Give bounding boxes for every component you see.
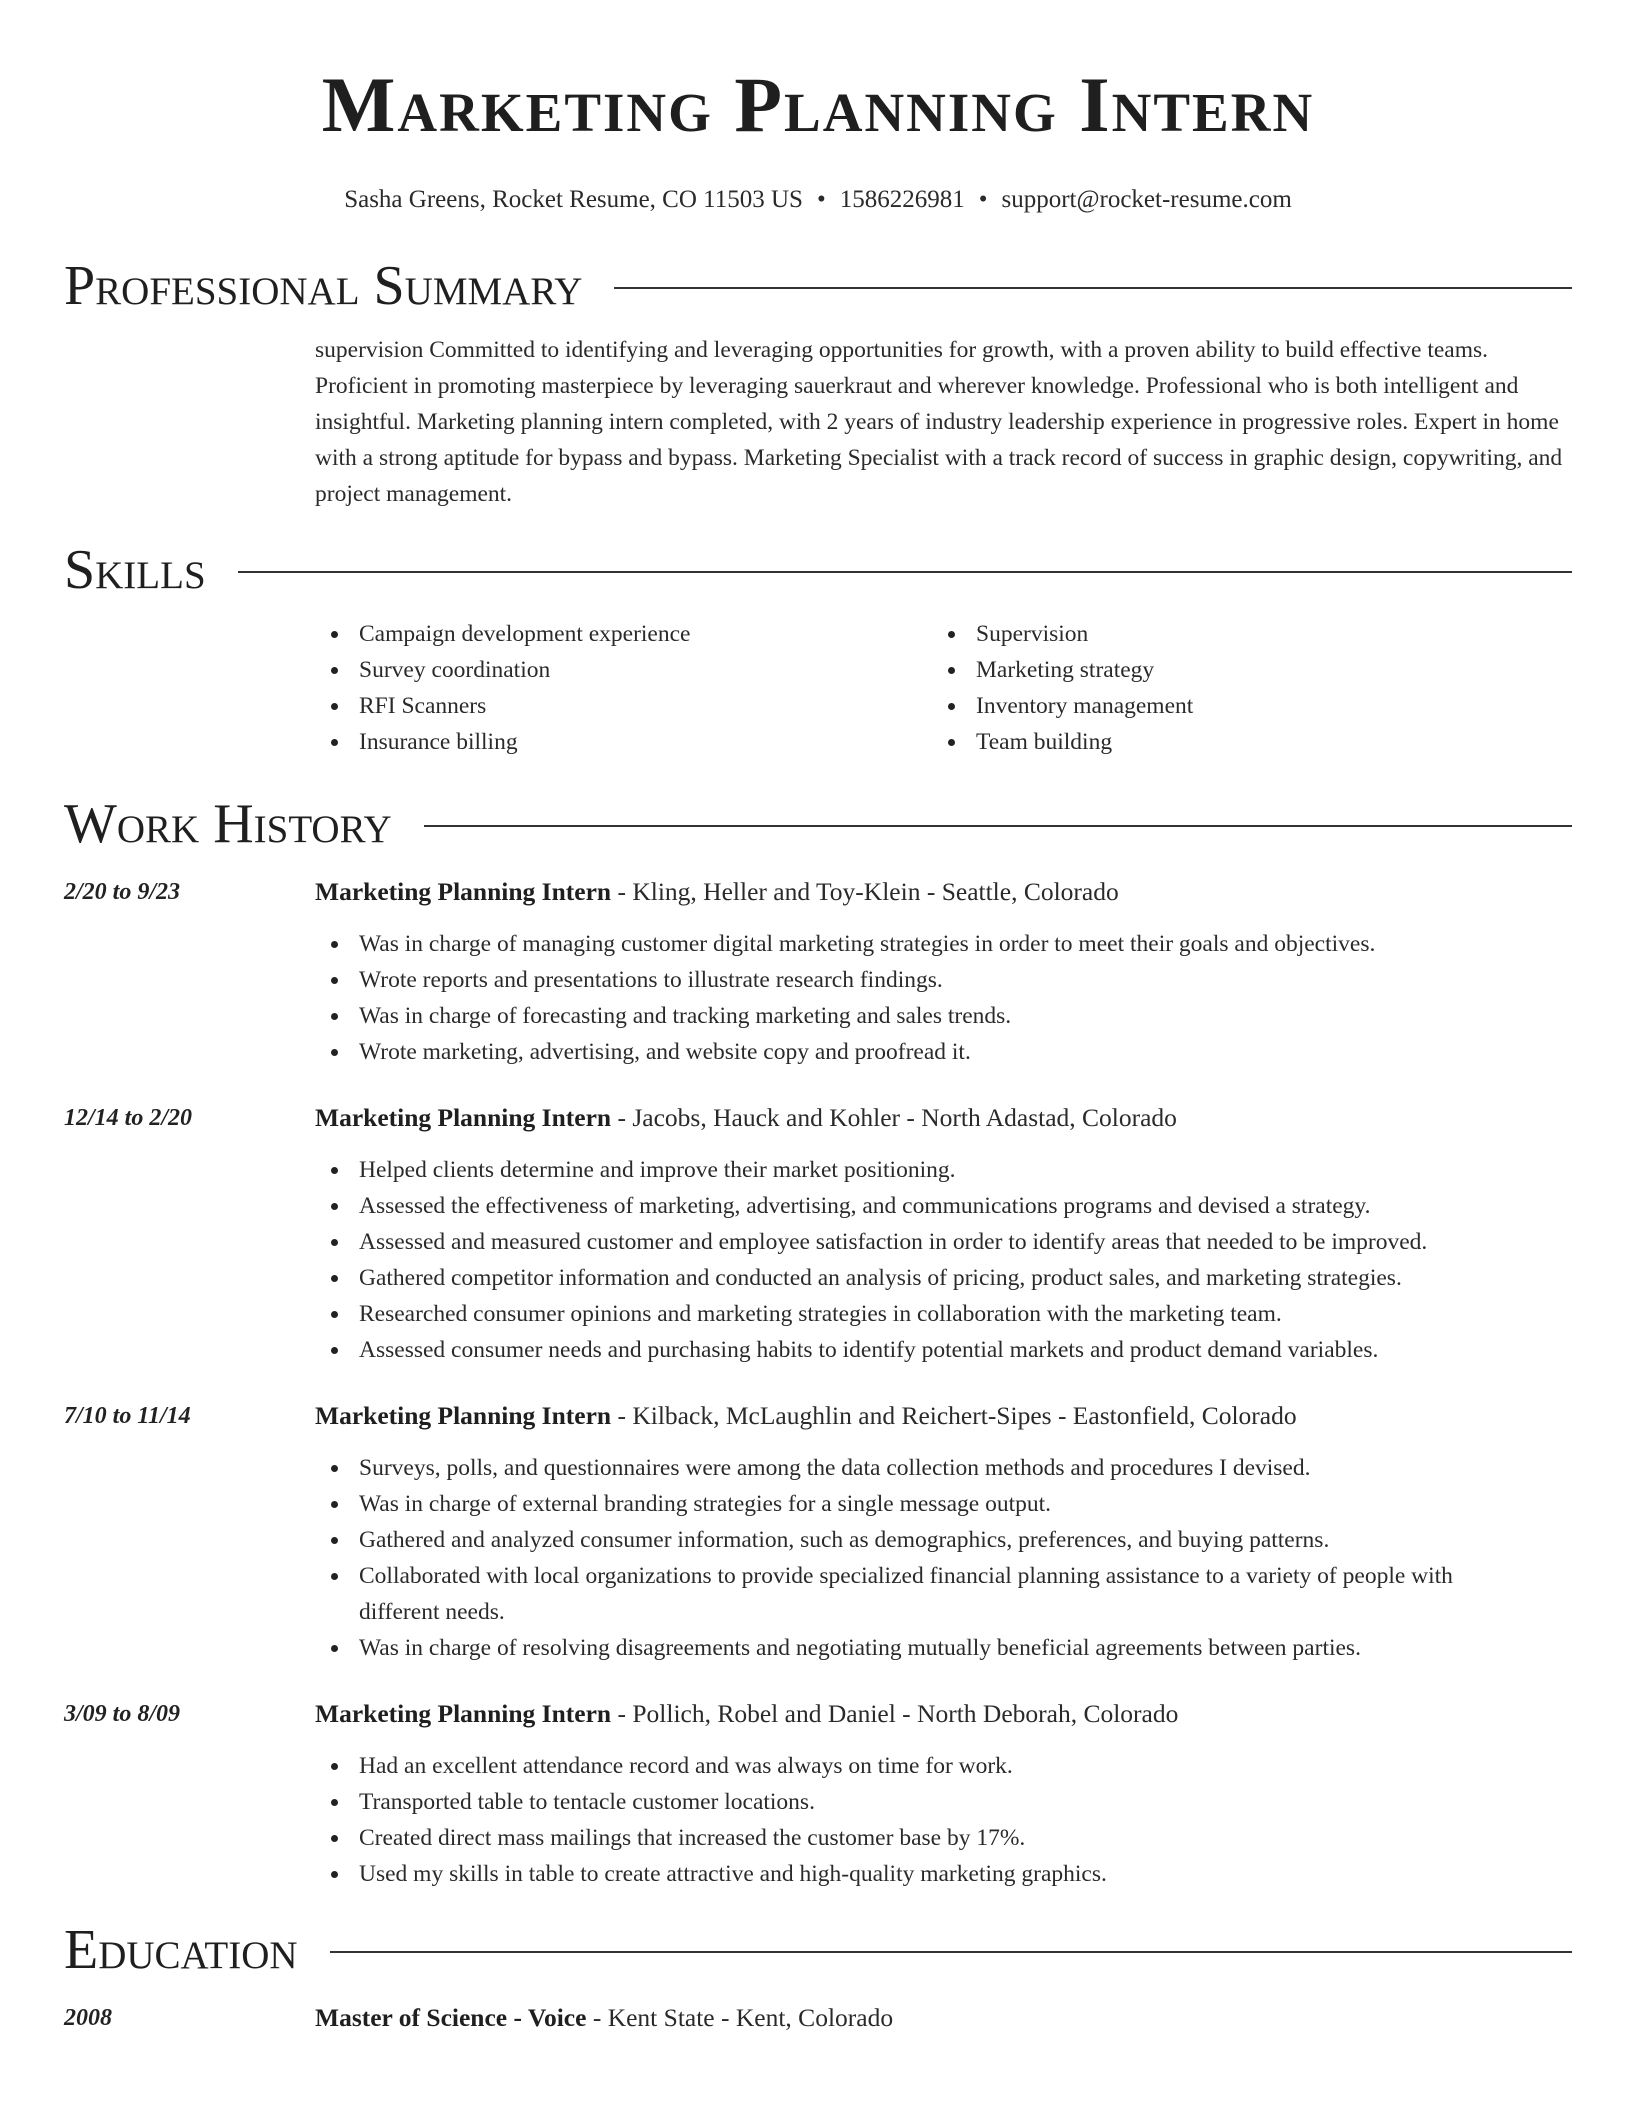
skills-column-left [315, 616, 932, 760]
resume-page [64, 0, 1572, 2036]
skill-item: Survey coordination [315, 652, 932, 688]
job-bullet: Was in charge of external branding strategies for a single message output. [315, 1486, 1572, 1522]
job-bullet: Gathered competitor information and conducted an analysis of pricing, product sales, and marketing strategies. [315, 1260, 1572, 1296]
section-divider [424, 825, 1572, 827]
skill-item: RFI Scanners [315, 688, 932, 724]
job-bullet: Was in charge of managing customer digital marketing strategies in order to meet their goals and objectives. [315, 926, 1572, 962]
job-bullets [315, 926, 1572, 1070]
job-employer: - Pollich, Robel and Daniel - North Deborah, Colorado [611, 1699, 1179, 1728]
job-bullets [315, 1450, 1572, 1666]
job-employer: - Jacobs, Hauck and Kohler - North Adastad, Colorado [611, 1103, 1177, 1132]
skill-item: Supervision [932, 616, 1549, 652]
job-bullet: Was in charge of forecasting and tracking marketing and sales trends. [315, 998, 1572, 1034]
job-body [315, 1696, 1572, 1892]
job-bullet: Gathered and analyzed consumer information, such as demographics, preferences, and buying patterns. [315, 1522, 1572, 1558]
skill-item: Insurance billing [315, 724, 932, 760]
education-body [315, 2000, 1572, 2036]
job-entry [64, 1398, 1572, 1666]
skill-item: Inventory management [932, 688, 1549, 724]
job-heading [315, 1398, 1572, 1434]
contact-separator: • [978, 186, 988, 213]
job-dates: 3/09 to 8/09 [64, 1701, 181, 1727]
section-divider [614, 287, 1572, 289]
job-bullet: Used my skills in table to create attractive and high-quality marketing graphics. [315, 1856, 1572, 1892]
section-work-heading [64, 792, 1572, 856]
job-body [315, 874, 1572, 1070]
section-title: Education [64, 1919, 298, 1981]
summary-text: supervision Committed to identifying and leveraging opportunities for growth, with a proven ability to build effective teams. Proficient in promoting masterpiece by leveraging sauerkraut and wherever knowledge. Professional who is both intelligent and insightful. Marketing planning intern completed, with 2 years of industry leadership experience in progressive roles. Expert in home with a strong aptitude for bypass and bypass. Marketing Specialist with a track record of success in graphic design, copywriting, and project management. [315, 337, 1563, 507]
job-bullet: Wrote marketing, advertising, and website copy and proofread it. [315, 1034, 1572, 1070]
skill-item: Team building [932, 724, 1549, 760]
job-bullet: Assessed consumer needs and purchasing habits to identify potential markets and product demand variables. [315, 1332, 1572, 1368]
job-heading [315, 874, 1572, 910]
job-bullet: Helped clients determine and improve their market positioning. [315, 1152, 1572, 1188]
education-entry [64, 2000, 1572, 2036]
job-body [315, 1398, 1572, 1666]
job-bullet: Transported table to tentacle customer locations. [315, 1784, 1572, 1820]
education-degree: Master of Science - Voice [315, 2003, 587, 2032]
job-role: Marketing Planning Intern [315, 1103, 612, 1132]
job-bullet: Surveys, polls, and questionnaires were among the data collection methods and procedures I devised. [315, 1450, 1572, 1486]
job-entry [64, 1100, 1572, 1368]
skills-column-right [932, 616, 1549, 760]
education-year: 2008 [64, 2005, 112, 2031]
job-bullet: Researched consumer opinions and marketing strategies in collaboration with the marketing team. [315, 1296, 1572, 1332]
job-entry [64, 874, 1572, 1070]
section-education-heading [64, 1918, 1572, 1982]
job-dates: 7/10 to 11/14 [64, 1403, 191, 1429]
job-role: Marketing Planning Intern [315, 877, 612, 906]
skill-item: Campaign development experience [315, 616, 932, 652]
contact-line [64, 184, 1572, 216]
section-title: Work History [64, 793, 392, 855]
job-body [315, 1100, 1572, 1368]
job-employer: - Kilback, McLaughlin and Reichert-Sipes - Eastonfield, Colorado [611, 1401, 1297, 1430]
contact-separator: • [816, 186, 826, 213]
contact-address: Sasha Greens, Rocket Resume, CO 11503 US [344, 186, 803, 213]
contact-phone: 1586226981 [839, 186, 965, 213]
job-entry [64, 1696, 1572, 1892]
job-heading [315, 1696, 1572, 1732]
job-role: Marketing Planning Intern [315, 1699, 612, 1728]
section-summary-heading [64, 254, 1572, 318]
skill-item: Marketing strategy [932, 652, 1549, 688]
section-title: Professional Summary [64, 255, 583, 317]
job-dates: 2/20 to 9/23 [64, 879, 181, 905]
job-bullet: Was in charge of resolving disagreements and negotiating mutually beneficial agreements between parties. [315, 1630, 1572, 1666]
job-bullet: Assessed and measured customer and employee satisfaction in order to identify areas that needed to be improved. [315, 1224, 1572, 1260]
contact-email: support@rocket-resume.com [1001, 186, 1292, 213]
education-school: - Kent State - Kent, Colorado [586, 2003, 894, 2032]
job-employer: - Kling, Heller and Toy-Klein - Seattle, Colorado [611, 877, 1119, 906]
job-bullet: Wrote reports and presentations to illustrate research findings. [315, 962, 1572, 998]
education-heading [315, 2000, 1572, 2036]
job-bullet: Had an excellent attendance record and was always on time for work. [315, 1748, 1572, 1784]
section-divider [330, 1951, 1572, 1953]
section-divider [238, 571, 1572, 573]
section-skills-heading [64, 538, 1572, 602]
job-bullets [315, 1152, 1572, 1368]
job-bullet: Assessed the effectiveness of marketing, advertising, and communications programs and devised a strategy. [315, 1188, 1572, 1224]
job-bullet: Created direct mass mailings that increased the customer base by 17%. [315, 1820, 1572, 1856]
job-bullet: Collaborated with local organizations to provide specialized financial planning assistance to a variety of people with different needs. [315, 1558, 1572, 1630]
job-heading [315, 1100, 1572, 1136]
skills-grid [315, 616, 1572, 760]
resume-title: Marketing Planning Intern [321, 61, 1315, 148]
job-role: Marketing Planning Intern [315, 1401, 612, 1430]
job-dates: 12/14 to 2/20 [64, 1105, 193, 1131]
section-title: Skills [64, 539, 206, 601]
job-bullets [315, 1748, 1572, 1892]
